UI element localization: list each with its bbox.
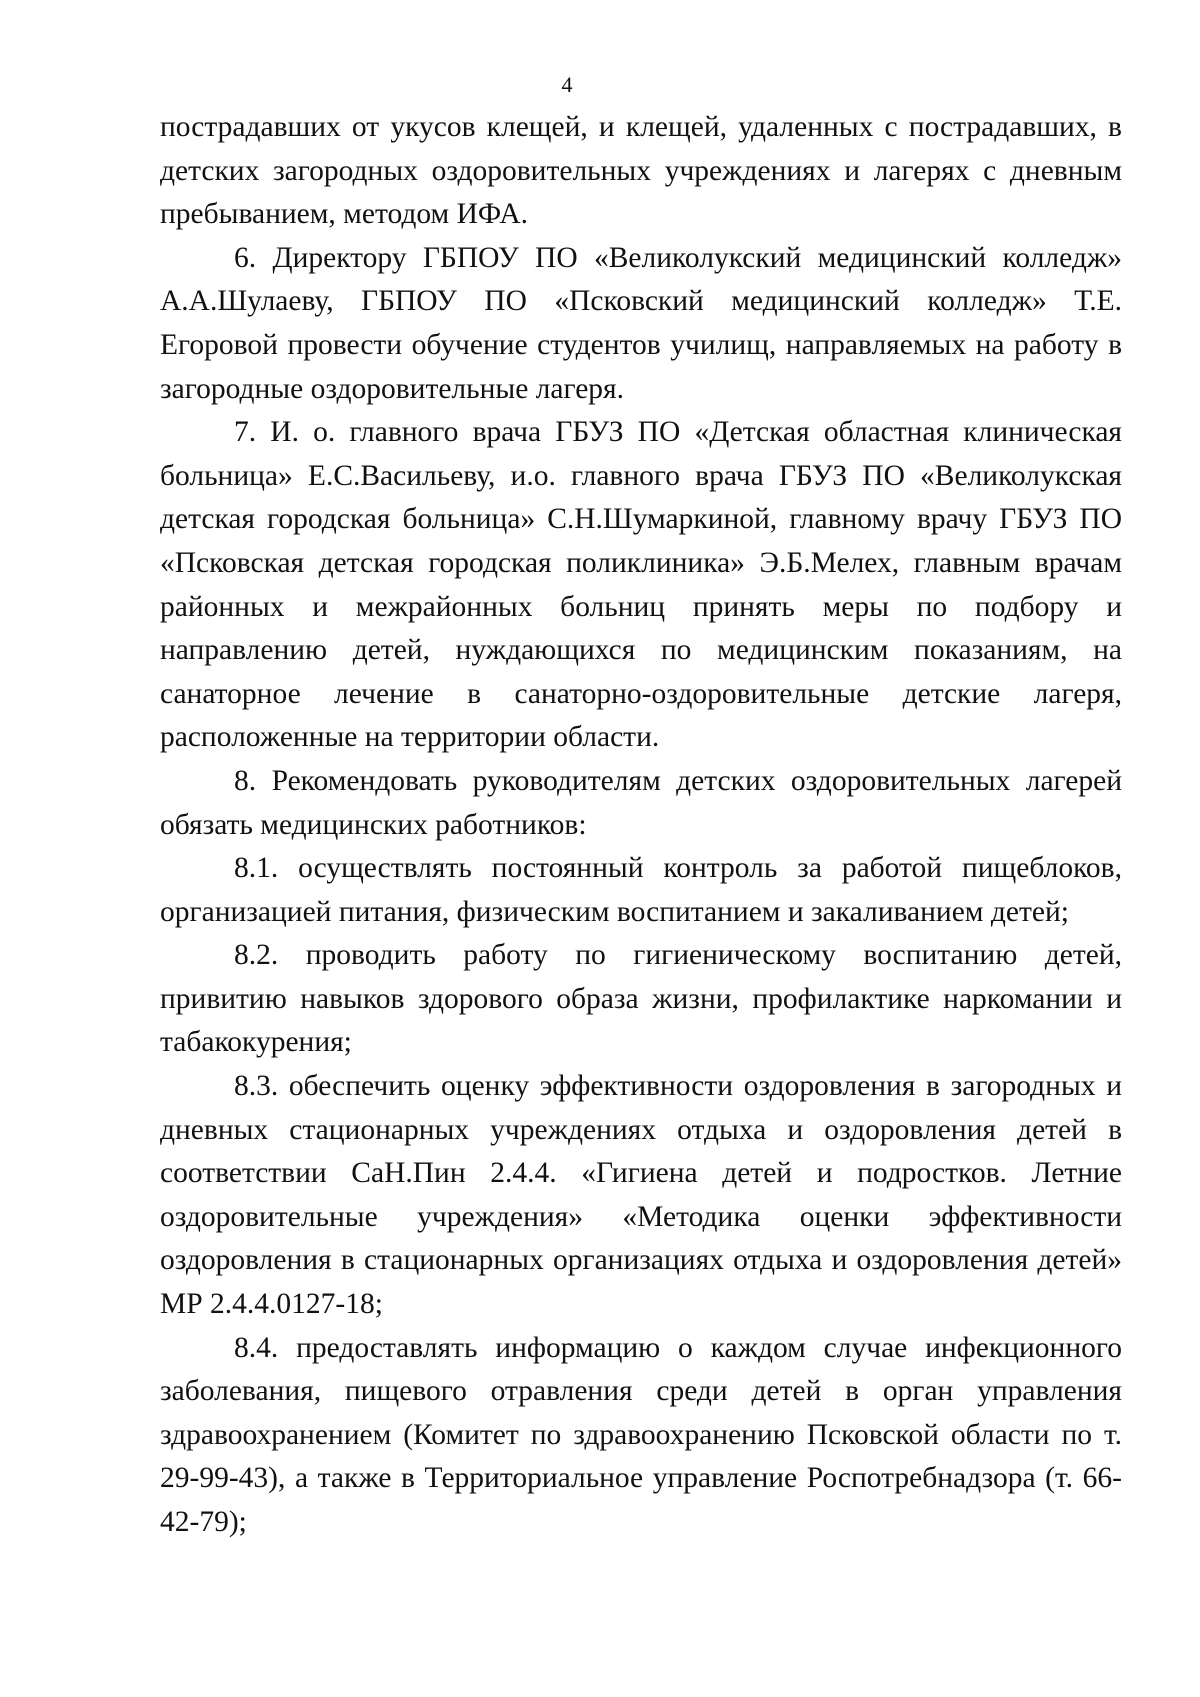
paragraph-item-8-2: 8.2. проводить работу по гигиеническому воспитанию детей, привитию навыков здорового образа жизни, профилактике наркомании и табакокурения; [160, 939, 1122, 1059]
paragraph-item-8-4: 8.4. предоставлять информацию о каждом случае инфекционного заболевания, пищевого отравления среди детей в орган управления здравоохранением (Комитет по здравоохранению Псковской области по т. 29-99-43), а также в Территориальное управление Роспотребнадзора (т. 66-42-79); [160, 1331, 1122, 1538]
paragraph-item-6: 6. Директору ГБПОУ ПО «Великолукский медицинский колледж» А.А.Шулаеву, ГБПОУ ПО «Псковский медицинский колледж» Т.Е. Егоровой провести обучение студентов училищ, направляемых на работу в загородные оздоровительные лагеря. [160, 241, 1122, 405]
paragraph-item-8: 8. Рекомендовать руководителям детских оздоровительных лагерей обязать медицинских работников: [160, 764, 1122, 841]
page-number: 4 [561, 72, 573, 97]
paragraph-item-8-3: 8.3. обеспечить оценку эффективности оздоровления в загородных и дневных стационарных учреждениях отдыха и оздоровления детей в соответствии СаН.Пин 2.4.4. «Гигиена детей и подростков. Летние оздоровительные учреждения» «Методика оценки эффективности оздоровления в стационарных организациях отдыха и оздоровления детей» МР 2.4.4.0127-18; [160, 1070, 1122, 1321]
paragraph-continuation: пострадавших от укусов клещей, и клещей, удаленных с пострадавших, в детских загородных оздоровительных учреждениях и лагерях с дневным пребыванием, методом ИФА. [160, 111, 1122, 231]
paragraph-item-7: 7. И. о. главного врача ГБУЗ ПО «Детская областная клиническая больница» Е.С.Васильеву, и.о. главного врача ГБУЗ ПО «Великолукская детская городская больница» С.Н.Шумаркиной, главному врачу ГБУЗ ПО «Псковская детская городская поликлиника» Э.Б.Мелех, главным врачам районных и межрайонных больниц принять меры по подбору и направлению детей, нуждающихся по медицинским показаниям, на санаторное лечение в санаторно-оздоровительные детские лагеря, расположенные на территории области. [160, 416, 1122, 754]
document-body [160, 106, 1122, 1545]
paragraph-item-8-1: 8.1. осуществлять постоянный контроль за работой пищеблоков, организацией питания, физическим воспитанием и закаливанием детей; [160, 852, 1122, 928]
